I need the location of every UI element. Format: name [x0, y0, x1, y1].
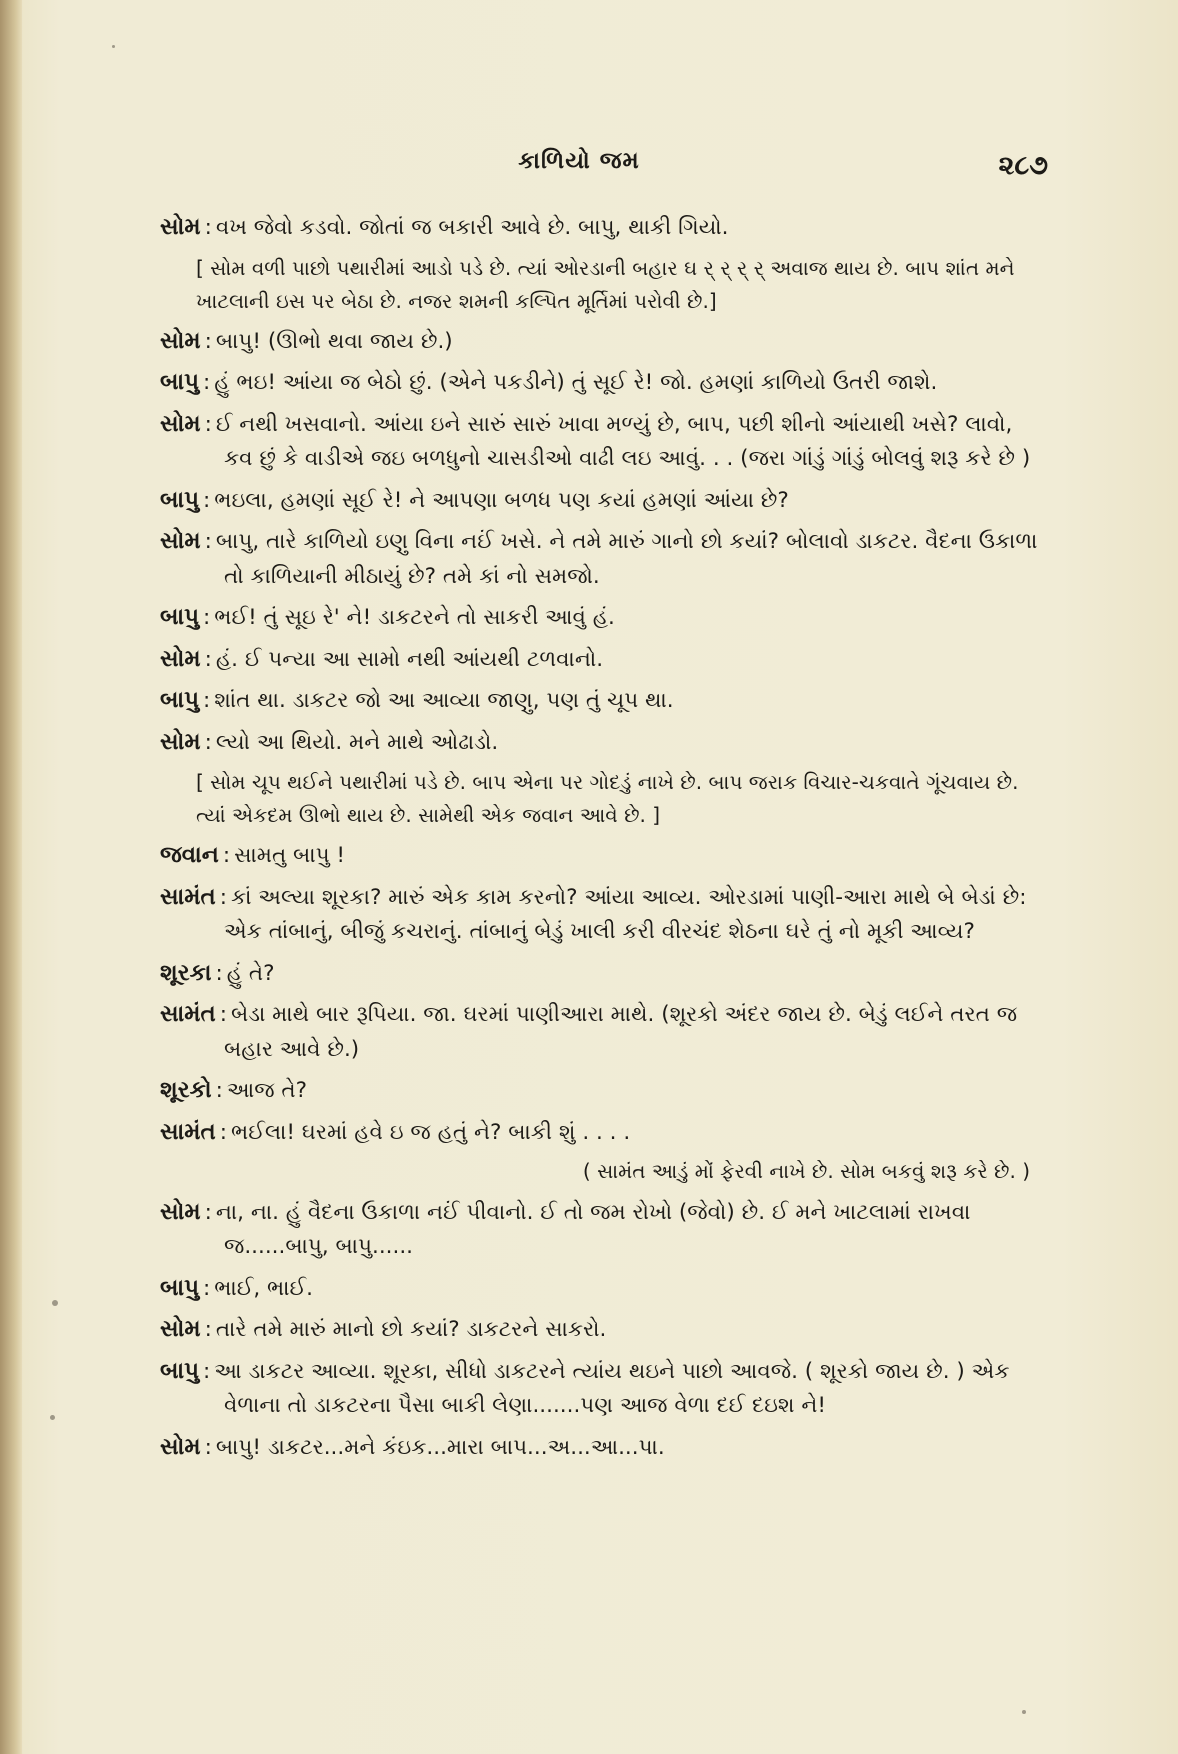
dialogue-text: લ્યો આ થિયો. મને માથે ઓઢાડો. [215, 729, 499, 755]
speaker-colon: : [215, 960, 223, 986]
dialogue-text: શાંત થા. ડાકટર જો આ આવ્યા જાણુ, પણ તું ચૂપ થા. [214, 688, 674, 713]
stage-direction: [ સોમ ચૂપ થઈને પથારીમાં પડે છે. બાપ એના પર ગોદડું નાખે છે. બાપ જરાક વિચાર-ચકવાતે ગૂંચવાય છે. ત્યાં એકદમ ઊભો થાય છે. સામેથી એક જવાન આવે છે. ] [196, 770, 1019, 827]
dialogue-line [160, 524, 1040, 594]
page-binding-edge [0, 0, 22, 1754]
speaker-colon: : [203, 605, 211, 630]
speaker-colon: : [204, 646, 212, 672]
dialogue-line [160, 1073, 1040, 1109]
dialogue-text: ઈ નથી ખસવાનો. આંયા ઇને સારું સારું ખાવા મળ્યું છે, બાપ, પછી શીનો આંયાથી ખસે? લાવો, કવ છું કે વાડીએ જઇ બળધુનો ચાસડીઓ વાઢી લઇ આવું. . . (જરા ગાંડું ગાંડું બોલવું શરૂ કરે છે ) [215, 411, 1031, 471]
speaker-name: બાપુ [160, 1274, 200, 1301]
dialogue-text: બાપુ, તારે કાળિયો ઇણુ વિના નઈં ખસે. ને તમે મારું ગાનો છો કયાં? બોલાવો ડાકટર. વૈદના ઉકાળા તો કાળિયાની મીઠાયું છે? તમે કાં નો સમજો. [215, 529, 1038, 589]
paper-speck [112, 45, 115, 48]
speaker-colon: : [204, 529, 212, 554]
speaker-colon: : [204, 215, 212, 240]
speaker-colon: : [219, 1002, 228, 1027]
dialogue-line [160, 683, 1040, 719]
speaker-name: સોમ [160, 728, 201, 755]
dialogue-text: ભઇલા, હમણાં સૂઈ રે! ને આપણા બળધ પણ કયાં હમણાં આંયા છે? [214, 487, 789, 513]
speaker-colon: : [203, 688, 211, 713]
speaker-name: સામંત [160, 1001, 216, 1027]
speaker-name: સોમ [160, 528, 201, 554]
speaker-name: શૂરકો [160, 1077, 212, 1103]
speaker-colon: : [203, 1275, 211, 1301]
dialogue-line [160, 324, 1040, 360]
speaker-colon: : [204, 729, 212, 755]
speaker-name: સોમ [160, 214, 201, 240]
speaker-colon: : [204, 1199, 212, 1225]
dialogue-line [160, 1195, 1040, 1265]
dialogue-text: ભાઈ, ભાઈ. [214, 1275, 313, 1301]
paper-speck [1022, 1710, 1026, 1714]
dialogue-line [160, 725, 1040, 761]
speaker-name: બાપુ [160, 1357, 200, 1384]
speaker-name: સોમ [160, 327, 201, 354]
speaker-colon: : [204, 328, 212, 354]
dialogue-text: હું તે? [226, 960, 275, 986]
dialogue-text: બાપુ! (ઊભો થવા જાય છે.) [215, 328, 453, 354]
speaker-colon: : [203, 1358, 211, 1384]
dialogue-text: હું ભઇ! આંયા જ બેઠો છું. (એને પકડીને) તું સૂઈ રે! જો. હમણાં કાળિયો ઉતરી જાશે. [214, 370, 938, 395]
speaker-name: બાપુ [160, 687, 200, 713]
speaker-colon: : [203, 487, 211, 513]
speaker-colon: : [203, 370, 211, 395]
speaker-colon: : [204, 1317, 212, 1342]
dialogue-line [160, 210, 1040, 246]
speaker-name: સોમ [160, 1316, 201, 1342]
dialogue-text: બેડા માથે બાર રૂપિયા. જા. ઘરમાં પાણીઆરા માથે. (શૂરકો અંદર જાય છે. બેડું લઈને તરત જ બહાર આવે છે.) [224, 1002, 1018, 1062]
page-header [150, 148, 1048, 192]
dialogue-line [160, 483, 1040, 519]
dialogue-line [160, 1115, 1040, 1151]
dialogue-text: બાપુ! ડાકટર...મને કંઇક...મારા બાપ...અ...આ...પા. [215, 1434, 665, 1460]
speaker-colon: : [222, 843, 231, 868]
speaker-name: બાપુ [160, 604, 200, 630]
dialogue-line [160, 956, 1040, 992]
dialogue-line [160, 365, 1040, 401]
running-title: કાળિયો જમ [518, 148, 640, 174]
speaker-name: સામંત [160, 1118, 216, 1145]
speaker-colon: : [215, 1078, 223, 1103]
dialogue-line [160, 838, 1040, 874]
dialogue-text: હં. ઈ પન્યા આ સામો નથી આંયથી ટળવાનો. [215, 646, 604, 672]
dialogue-line [160, 1312, 1040, 1348]
stage-direction: ( સામંત આડું મોં ફેરવી નાખે છે. સોમ બકવું શરૂ કરે છે. ) [582, 1159, 1030, 1183]
dialogue-line [160, 880, 1040, 950]
speaker-name: બાપુ [160, 486, 200, 513]
speaker-colon: : [219, 884, 228, 910]
dialogue-line [160, 1354, 1040, 1424]
speaker-name: સોમ [160, 410, 201, 437]
speaker-name: બાપુ [160, 369, 200, 395]
dialogue-text: કાં અલ્યા શૂરકા? મારું એક કામ કરનો? આંયા આવ્ય. ઓરડામાં પાણી-આરા માથે બે બેડાં છે: એક તાંબાનું, બીજું કચરાનું. તાંબાનું બેડું ખાલી કરી વીરચંદ શેઠના ઘરે તું નો મૂકી આવ્ય? [224, 884, 1027, 944]
dialogue-text: આ ડાકટર આવ્યા. શૂરકા, સીધો ડાકટરને ત્યાંય થઇને પાછો આવજે. ( શૂરકો જાય છે. ) એક વેળાના તો ડાકટરના પૈસા બાકી લેણા.......પણ આજ વેળા દઈ દઇશ ને! [214, 1358, 1010, 1418]
play-text [160, 210, 1040, 1471]
speaker-name: શૂરકા [160, 959, 212, 986]
speaker-name: સોમ [160, 1198, 201, 1225]
paper-speck [52, 1300, 58, 1306]
speaker-name: સોમ [160, 645, 201, 672]
dialogue-text: ના, ના. હું વૈદના ઉકાળા નઈં પીવાનો. ઈ તો જમ રોખો (જેવો) છે. ઈ મને ખાટલામાં રાખવા જ......બાપુ, બાપુ...... [215, 1199, 971, 1259]
dialogue-line [160, 642, 1040, 678]
dialogue-line [160, 1430, 1040, 1466]
dialogue-text: તારે તમે મારું માનો છો કયાં? ડાકટરને સાકરો. [215, 1317, 607, 1342]
page-number: ૨૮૭ [998, 150, 1048, 181]
stage-direction: [ સોમ વળી પાછો પથારીમાં આડો પડે છે. ત્યાં ઓરડાની બહાર ઘ ર્ ર્ ર્ ર્ અવાજ થાય છે. બાપ શાંત મને ખાટલાની ઇસ પર બેઠા છે. નજર શમની કલ્પિત મૂર્તિમાં પરોવી છે.] [196, 255, 1015, 313]
dialogue-line [160, 600, 1040, 636]
dialogue-text: ભઈલા! ઘરમાં હવે ઇ જ હતું ને? બાકી શું . . . . [231, 1119, 631, 1145]
dialogue-line [160, 1271, 1040, 1307]
paper-speck [50, 1415, 55, 1420]
dialogue-text: વખ જેવો કડવો. જોતાં જ બકારી આવે છે. બાપુ, થાકી ગિયો. [215, 215, 729, 240]
dialogue-text: ભઈ! તું સૂઇ રે' ને! ડાકટરને તો સાકરી આવું હં. [214, 605, 615, 630]
speaker-name: સોમ [160, 1433, 201, 1460]
speaker-colon: : [219, 1119, 228, 1145]
dialogue-text: સામતુ બાપુ ! [234, 843, 345, 868]
dialogue-line [160, 997, 1040, 1067]
speaker-name: જવાન [160, 842, 219, 868]
speaker-colon: : [204, 1434, 212, 1460]
speaker-colon: : [204, 411, 212, 437]
speaker-name: સામંત [160, 883, 216, 910]
dialogue-line [160, 407, 1040, 477]
dialogue-text: આજ તે? [226, 1078, 308, 1103]
